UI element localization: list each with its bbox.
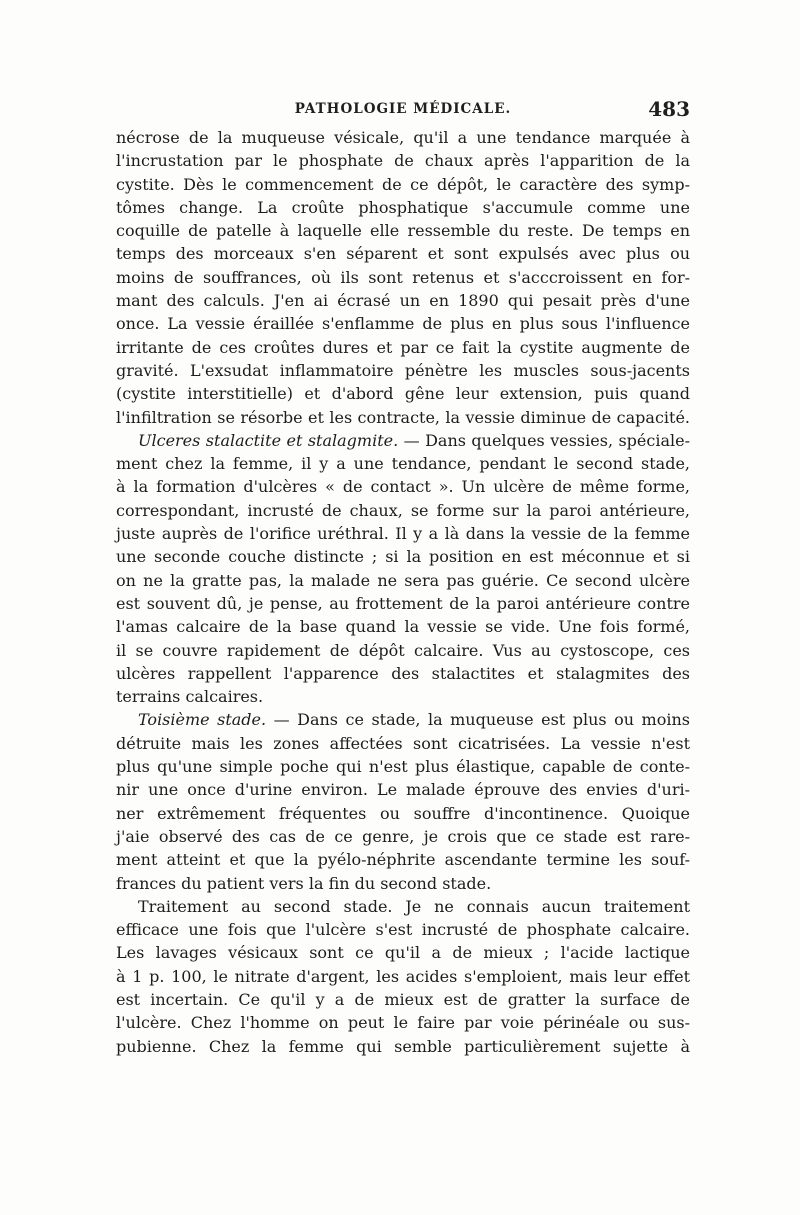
body-text <box>116 126 690 1058</box>
line-text: nir une once d'urine environ. Le malade éprouve des envies d'uri- <box>116 780 690 800</box>
line-text: efficace une fois que l'ulcère s'est incrusté de phosphate calcaire. <box>116 920 690 940</box>
line-text: ulcères rappellent l'apparence des stalactites et stalagmites des <box>116 663 690 683</box>
text-line <box>116 242 690 265</box>
text-line <box>116 475 690 498</box>
line-text: moins de souffrances, où ils sont retenus et s'acccroissent en for- <box>116 267 690 287</box>
line-text: détruite mais les zones affectées sont cicatrisées. La vessie n'est <box>116 733 690 753</box>
text-line <box>116 825 690 848</box>
text-line <box>116 312 690 335</box>
line-text: pubienne. Chez la femme qui semble particulièrement sujette à <box>116 1036 690 1056</box>
page-header <box>116 97 690 125</box>
text-line <box>116 569 690 592</box>
line-text: une seconde couche distincte ; si la position en est méconnue et si <box>116 547 690 567</box>
line-text: j'aie observé des cas de ce genre, je crois que ce stade est rare- <box>116 826 690 846</box>
text-line <box>116 708 690 731</box>
text-line <box>116 196 690 219</box>
text-line <box>116 382 690 405</box>
text-line <box>116 266 690 289</box>
line-text: est souvent dû, je pense, au frottement de la paroi antérieure contre <box>116 593 690 613</box>
text-line <box>116 895 690 918</box>
line-text: correspondant, incrusté de chaux, se forme sur la paroi antérieure, <box>116 500 690 520</box>
text-line <box>116 732 690 755</box>
text-line <box>116 336 690 359</box>
text-line <box>116 592 690 615</box>
text-line <box>116 1011 690 1034</box>
text-line <box>116 848 690 871</box>
line-text: il se couvre rapidement de dépôt calcaire. Vus au cystoscope, ces <box>116 640 690 660</box>
text-line <box>116 149 690 172</box>
line-text: gravité. L'exsudat inflammatoire pénètre les muscles sous-jacents <box>116 360 690 380</box>
line-text: à 1 p. 100, le nitrate d'argent, les acides s'emploient, mais leur effet <box>116 966 690 986</box>
text-line <box>116 429 690 452</box>
text-line <box>116 615 690 638</box>
line-text: ment chez la femme, il y a une tendance, pendant le second stade, <box>116 454 690 474</box>
text-line <box>116 755 690 778</box>
line-text: l'infiltration se résorbe et les contracte, la vessie diminue de capacité. <box>116 407 690 427</box>
text-line <box>116 639 690 662</box>
line-text: l'incrustation par le phosphate de chaux après l'apparition de la <box>116 151 690 171</box>
text-line <box>116 941 690 964</box>
text-line <box>116 988 690 1011</box>
line-text: cystite. Dès le commencement de ce dépôt, le caractère des symp- <box>116 174 690 194</box>
line-text: once. La vessie éraillée s'enflamme de plus en plus sous l'influence <box>116 314 690 334</box>
line-text: ment atteint et que la pyélo-néphrite ascendante termine les souf- <box>116 850 690 870</box>
line-text: mant des calculs. J'en ai écrasé un en 1890 qui pesait près d'une <box>116 291 690 311</box>
line-text: irritante de ces croûtes dures et par ce fait la cystite augmente de <box>116 337 690 357</box>
line-text: — Dans ce stade, la muqueuse est plus ou moins <box>266 710 690 730</box>
line-text: Les lavages vésicaux sont ce qu'il a de mieux ; l'acide lactique <box>116 943 690 963</box>
line-text: terrains calcaires. <box>116 687 264 707</box>
line-text: juste auprès de l'orifice uréthral. Il y a là dans la vessie de la femme <box>116 524 690 544</box>
text-line <box>116 173 690 196</box>
line-text: à la formation d'ulcères « de contact ». Un ulcère de même forme, <box>116 477 690 497</box>
text-line <box>116 918 690 941</box>
line-text: temps des morceaux s'en séparent et sont expulsés avec plus ou <box>116 244 690 264</box>
italic-heading: Toisième stade. <box>138 710 267 730</box>
line-text: on ne la gratte pas, la malade ne sera pas guérie. Ce second ulcère <box>116 570 690 590</box>
text-line <box>116 872 690 895</box>
text-line <box>116 406 690 429</box>
text-line <box>116 965 690 988</box>
text-line <box>116 1035 690 1058</box>
text-line <box>116 802 690 825</box>
text-line <box>116 126 690 149</box>
text-line <box>116 289 690 312</box>
line-text: l'ulcère. Chez l'homme on peut le faire par voie périnéale ou sus- <box>116 1013 690 1033</box>
text-line <box>116 499 690 522</box>
text-line <box>116 359 690 382</box>
line-text: nécrose de la muqueuse vésicale, qu'il a une tendance marquée à <box>116 128 690 147</box>
line-text: tômes change. La croûte phosphatique s'accumule comme une <box>116 197 690 217</box>
line-text: frances du patient vers la fin du second stade. <box>116 873 492 893</box>
line-text: l'amas calcaire de la base quand la vessie se vide. Une fois formé, <box>116 617 690 637</box>
text-line <box>116 452 690 475</box>
text-line <box>116 219 690 242</box>
line-text: coquille de patelle à laquelle elle ressemble du reste. De temps en <box>116 221 690 241</box>
text-line <box>116 662 690 685</box>
line-text: — Dans quelques vessies, spéciale- <box>398 430 690 450</box>
line-text: ner extrêmement fréquentes ou souffre d'incontinence. Quoique <box>116 803 690 823</box>
text-line <box>116 778 690 801</box>
italic-heading: Ulceres stalactite et stalagmite. <box>138 430 399 450</box>
text-line <box>116 522 690 545</box>
text-line <box>116 685 690 708</box>
line-text: est incertain. Ce qu'il y a de mieux est de gratter la surface de <box>116 989 690 1009</box>
page-number: 483 <box>648 97 690 121</box>
line-text: plus qu'une simple poche qui n'est plus élastique, capable de conte- <box>116 757 690 777</box>
line-text: (cystite interstitielle) et d'abord gêne leur extension, puis quand <box>116 384 690 404</box>
text-line <box>116 545 690 568</box>
running-head: PATHOLOGIE MÉDICALE. <box>294 101 512 117</box>
line-text: Traitement au second stade. Je ne connais aucun traitement <box>138 896 690 916</box>
